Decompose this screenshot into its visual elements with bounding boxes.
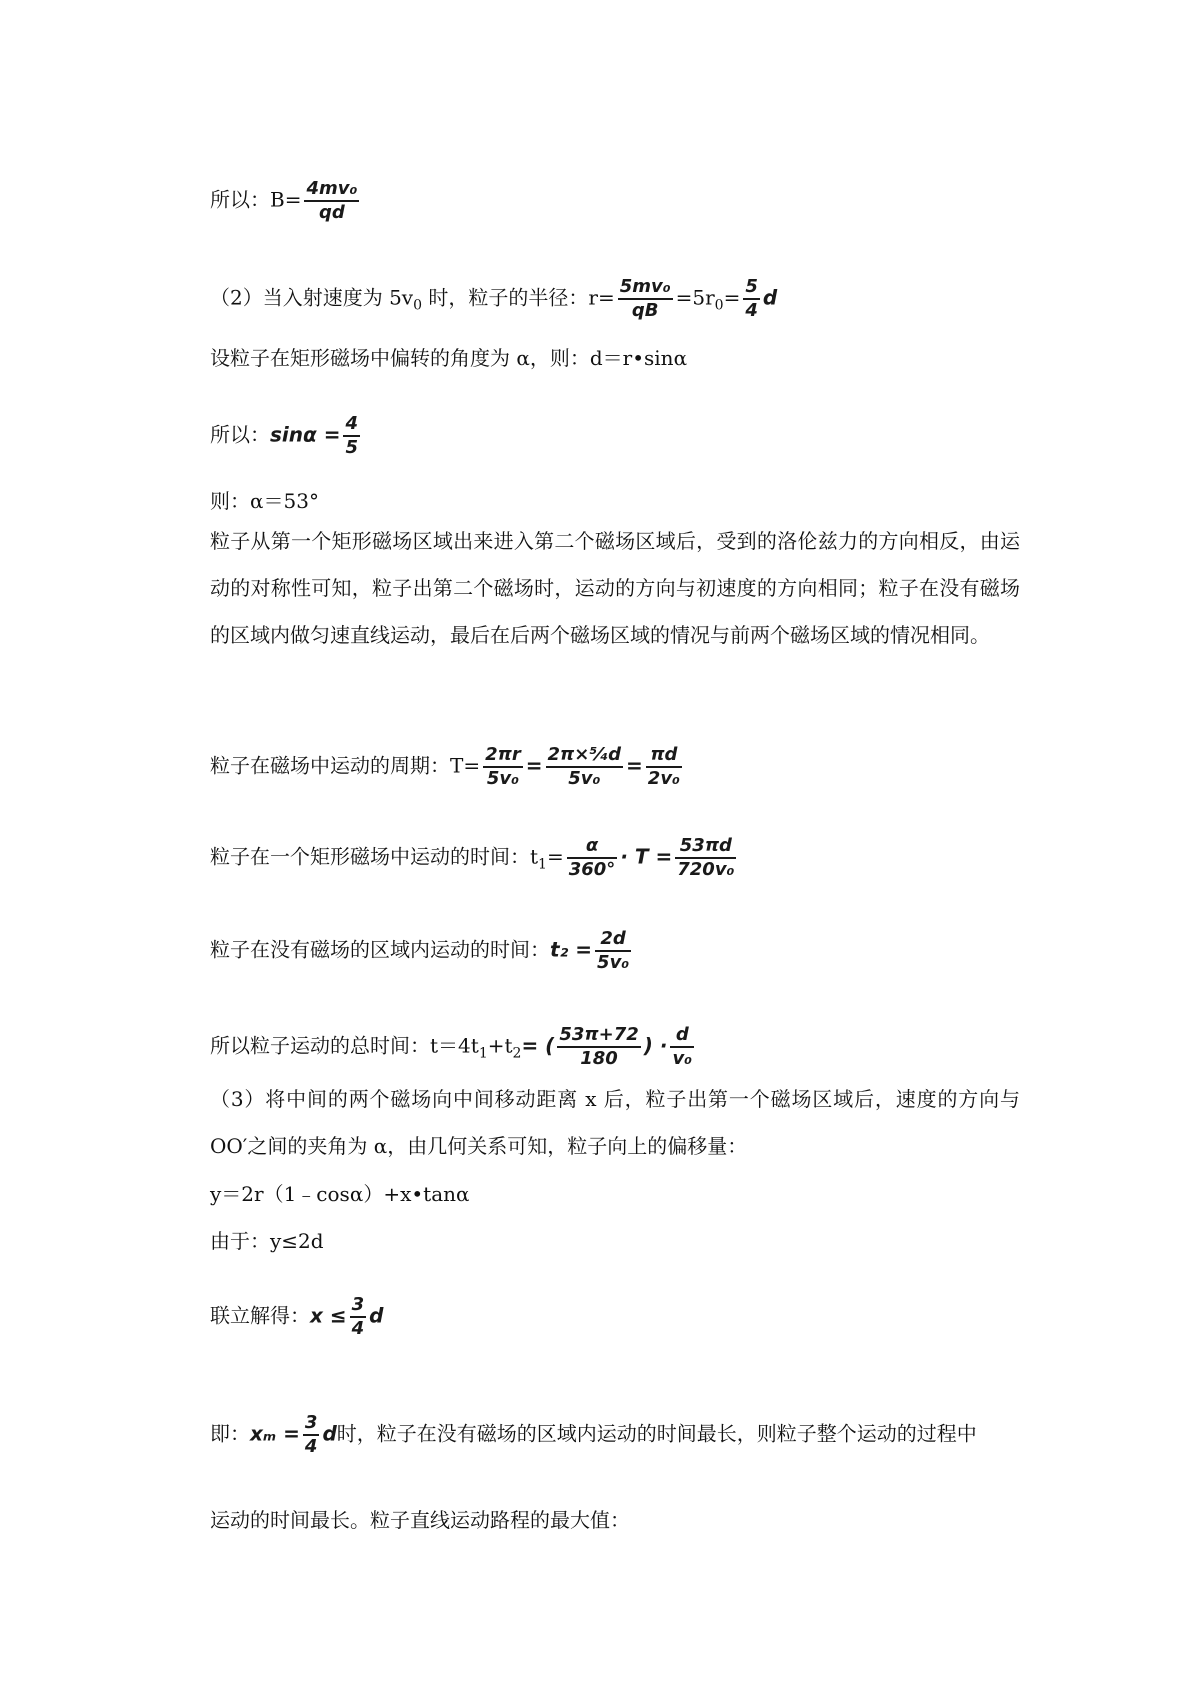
denominator: qB bbox=[631, 300, 659, 321]
text-prefix: 所以粒子运动的总时间：t＝4t bbox=[210, 1033, 479, 1058]
denominator: 5v₀ bbox=[597, 952, 630, 973]
numerator: πd bbox=[646, 744, 682, 768]
text-prefix: 粒子在磁场中运动的周期：T= bbox=[210, 753, 481, 778]
fraction bbox=[646, 744, 682, 790]
numerator: 5mv₀ bbox=[618, 276, 673, 300]
alpha-value-line: 则：α＝53° bbox=[210, 489, 319, 513]
fraction bbox=[546, 744, 624, 790]
denominator: v₀ bbox=[672, 1048, 693, 1069]
equals-sign: = bbox=[546, 844, 564, 869]
text-prefix: 联立解得： bbox=[210, 1303, 310, 1328]
math-variable: d bbox=[369, 1303, 384, 1328]
equals-sign: = bbox=[525, 753, 543, 778]
equation-radius bbox=[210, 276, 777, 322]
denominator: 180 bbox=[580, 1048, 618, 1069]
math-expression: t₂ = bbox=[550, 937, 593, 962]
text-prefix: 即： bbox=[210, 1421, 250, 1446]
numerator: 3 bbox=[350, 1294, 367, 1318]
math-expression: sinα = bbox=[270, 422, 341, 447]
paragraph-shift: （3）将中间的两个磁场向中间移动距离 x 后，粒子出第一个磁场区域后，速度的方向与OO′之间的夹角为 α，由几何关系可知，粒子向上的偏移量： bbox=[210, 1087, 1020, 1158]
conclusion-line bbox=[210, 1412, 977, 1458]
numerator: 2π×⁵⁄₄d bbox=[546, 744, 624, 768]
math-expression: xₘ = bbox=[250, 1421, 300, 1446]
denominator: 5 bbox=[345, 437, 358, 458]
text-middle: 时，粒子的半径：r= bbox=[422, 285, 615, 310]
numerator: 3 bbox=[303, 1412, 320, 1436]
denominator: 720v₀ bbox=[677, 859, 735, 880]
fraction bbox=[343, 413, 360, 459]
numerator: 4mv₀ bbox=[304, 178, 359, 202]
fraction bbox=[567, 835, 618, 881]
equation-period bbox=[210, 744, 685, 790]
fraction bbox=[304, 178, 359, 224]
subscript: 1 bbox=[478, 1045, 488, 1062]
fraction bbox=[483, 744, 523, 790]
text-prefix: 粒子在没有磁场的区域内运动的时间： bbox=[210, 937, 550, 962]
denominator: 4 bbox=[351, 1318, 365, 1339]
numerator: d bbox=[670, 1024, 694, 1048]
math-variable: d bbox=[762, 285, 778, 310]
math-expression: ) · bbox=[643, 1033, 668, 1058]
text-rest: 时，粒子在没有磁场的区域内运动的时间最长，则粒子整个运动的过程中 bbox=[336, 1421, 977, 1446]
inequality-y: 由于：y≤2d bbox=[210, 1229, 324, 1253]
solution-x bbox=[210, 1294, 383, 1340]
text-prefix: （2）当入射速度为 5v bbox=[210, 285, 414, 310]
fraction bbox=[670, 1024, 694, 1070]
denominator: 5v₀ bbox=[568, 768, 601, 789]
numerator: α bbox=[567, 835, 618, 859]
subscript: 0 bbox=[714, 297, 724, 314]
denominator: 4 bbox=[745, 300, 758, 321]
equation-total-time bbox=[210, 1024, 697, 1070]
fraction bbox=[557, 1024, 640, 1070]
text-eq: =5r bbox=[675, 285, 715, 310]
denominator: 5v₀ bbox=[486, 768, 519, 789]
subscript: 1 bbox=[538, 856, 547, 873]
equation-y: y＝2r（1﹣cosα）+x•tanα bbox=[210, 1182, 470, 1206]
equation-sin bbox=[210, 413, 363, 459]
paragraph-symmetry: 粒子从第一个矩形磁场区域出来进入第二个磁场区域后，受到的洛伦兹力的方向相反，由运动的对称性可知，粒子出第二个磁场时，运动的方向与初速度的方向相同；粒子在没有磁场的区域内做匀速直线运动，最后在后两个磁场区域的情况与前两个磁场区域的情况相同。 bbox=[210, 529, 1020, 647]
text-prefix: 粒子在一个矩形磁场中运动的时间：t bbox=[210, 844, 539, 869]
fraction bbox=[675, 835, 736, 881]
text-middle: +t bbox=[487, 1033, 513, 1058]
deflection-angle-line: 设粒子在矩形磁场中偏转的角度为 α，则：d＝r•sinα bbox=[210, 346, 688, 370]
subscript: 0 bbox=[413, 297, 423, 314]
denominator: qd bbox=[319, 202, 345, 223]
subscript: 2 bbox=[512, 1045, 522, 1062]
numerator: 4 bbox=[343, 413, 360, 437]
numerator: 2d bbox=[595, 928, 631, 952]
denominator: 360° bbox=[568, 859, 616, 880]
equals-sign: = bbox=[723, 285, 741, 310]
equation-b bbox=[210, 178, 362, 224]
fraction bbox=[303, 1412, 320, 1458]
fraction bbox=[595, 928, 631, 974]
fraction bbox=[618, 276, 673, 322]
numerator: 53π+72 bbox=[557, 1024, 640, 1048]
math-expression: x ≤ bbox=[310, 1303, 347, 1328]
equation-t1 bbox=[210, 835, 739, 881]
numerator: 5 bbox=[743, 276, 760, 300]
denominator: 2v₀ bbox=[647, 768, 680, 789]
final-line: 运动的时间最长。粒子直线运动路程的最大值： bbox=[210, 1508, 630, 1532]
numerator: 53πd bbox=[675, 835, 736, 859]
text-prefix: 所以： bbox=[210, 422, 270, 447]
math-expression: = ( bbox=[521, 1033, 555, 1058]
denominator: 4 bbox=[304, 1436, 318, 1457]
equation-t2 bbox=[210, 928, 634, 974]
equals-sign: = bbox=[626, 753, 643, 778]
math-variable: d bbox=[322, 1421, 337, 1446]
math-expression: · T = bbox=[620, 844, 673, 869]
fraction bbox=[743, 276, 760, 322]
fraction bbox=[350, 1294, 367, 1340]
text-prefix: 所以：B= bbox=[210, 187, 302, 212]
numerator: 2πr bbox=[483, 744, 523, 768]
